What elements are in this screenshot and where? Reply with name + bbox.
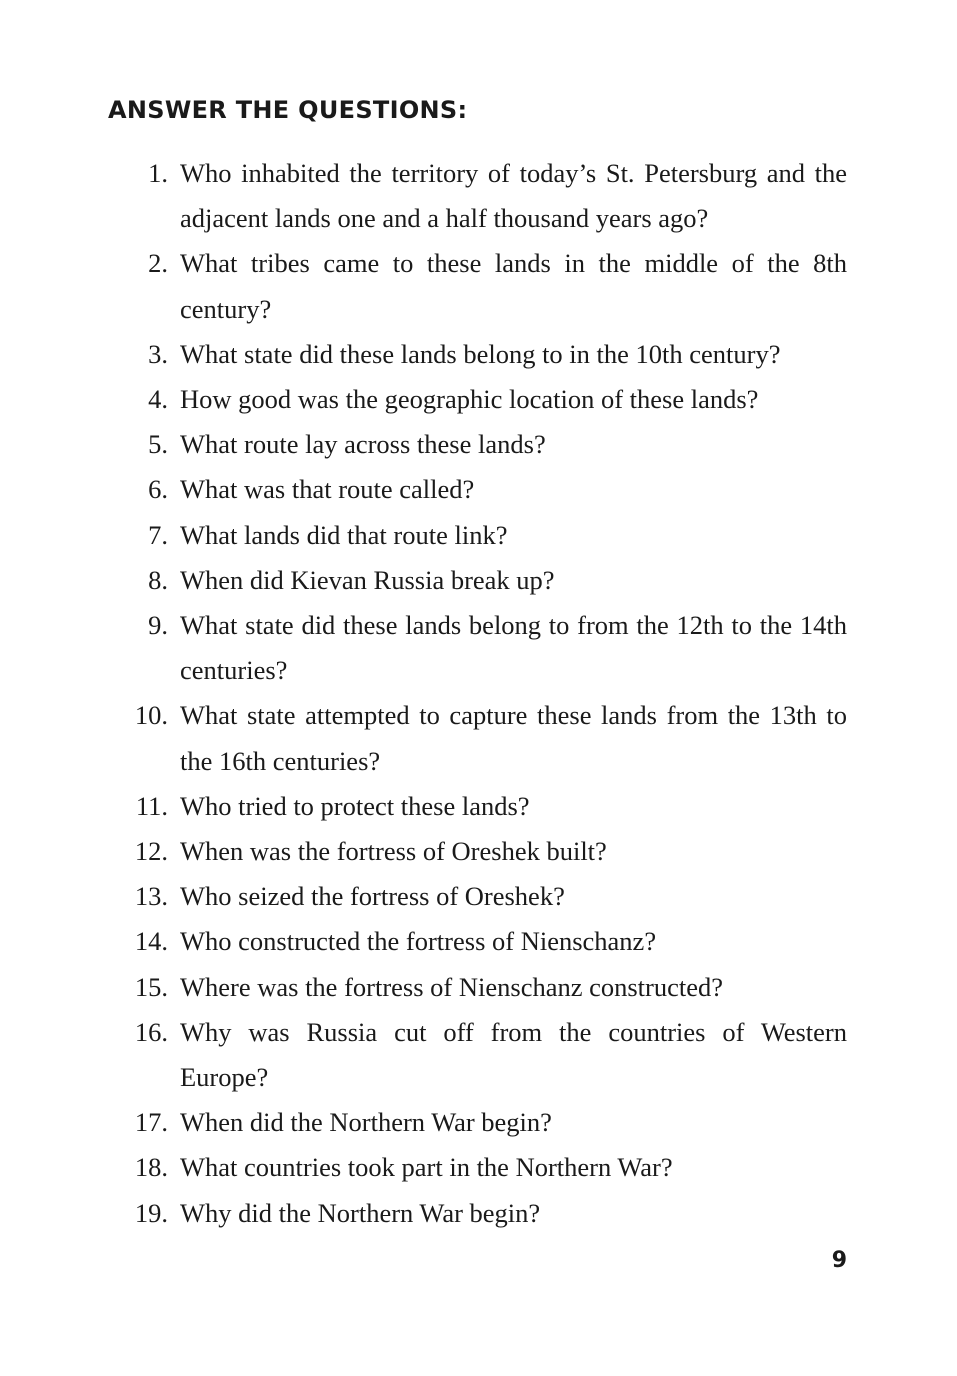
question-number: 17. — [134, 1107, 168, 1138]
question-item — [0, 784, 957, 829]
question-text: What was that route called? — [180, 474, 475, 505]
question-number: 8. — [148, 564, 168, 595]
question-number: 6. — [148, 474, 168, 505]
question-text: Who seized the fortress of Oreshek? — [180, 881, 565, 912]
question-text: What lands did that route link? — [180, 519, 508, 550]
question-number: 1. — [148, 158, 168, 188]
question-text: When did Kievan Russia break up? — [180, 564, 555, 595]
question-item — [0, 965, 957, 1010]
question-text: What state attempted to capture these lands from the 13th to the 16th centuries? — [180, 700, 847, 776]
question-number: 9. — [148, 610, 168, 641]
question-number: 15. — [134, 971, 168, 1002]
question-number: 7. — [148, 519, 168, 550]
question-text: What route lay across these lands? — [180, 429, 546, 460]
question-number: 16. — [134, 1016, 168, 1047]
question-item — [0, 874, 957, 919]
question-text: Who tried to protect these lands? — [180, 790, 530, 821]
question-item — [0, 829, 957, 874]
question-text: What countries took part in the Northern War? — [180, 1152, 673, 1183]
questions-list — [0, 151, 957, 1236]
question-text: Why did the Northern War begin? — [180, 1197, 541, 1228]
question-text: When was the fortress of Oreshek built? — [180, 836, 607, 867]
page-number: 9 — [831, 1248, 847, 1273]
question-text: What state did these lands belong to from the 12th to the 14th centuries? — [180, 610, 847, 686]
question-number: 13. — [134, 881, 168, 912]
question-number: 3. — [148, 338, 168, 369]
question-number: 4. — [148, 384, 168, 415]
question-text: What tribes came to these lands in the middle of the 8th century? — [180, 248, 847, 324]
question-number: 10. — [134, 700, 168, 731]
question-item — [0, 603, 957, 693]
question-text: Who constructed the fortress of Nienschanz? — [180, 926, 657, 957]
question-item — [0, 422, 957, 467]
question-item — [0, 558, 957, 603]
question-item — [0, 151, 957, 241]
question-text: Who inhabited the territory of today’s St. Petersburg and the adjacent lands one and a half thousand years ago? — [180, 158, 847, 234]
question-item — [0, 377, 957, 422]
question-item — [0, 1191, 957, 1236]
question-item — [0, 693, 957, 783]
question-text: How good was the geographic location of these lands? — [180, 384, 759, 415]
question-item — [0, 332, 957, 377]
page-heading: ANSWER THE QUESTIONS: — [108, 96, 468, 124]
question-text: What state did these lands belong to in the 10th century? — [180, 338, 781, 369]
question-number: 14. — [134, 926, 168, 957]
question-item — [0, 241, 957, 331]
question-item — [0, 1145, 957, 1190]
question-item — [0, 513, 957, 558]
question-number: 11. — [135, 790, 168, 821]
question-item — [0, 1100, 957, 1145]
question-item — [0, 919, 957, 964]
question-number: 5. — [148, 429, 168, 460]
question-text: Where was the fortress of Nienschanz constructed? — [180, 971, 724, 1002]
question-number: 19. — [134, 1197, 168, 1228]
question-item — [0, 467, 957, 512]
question-number: 18. — [134, 1152, 168, 1183]
question-text: Why was Russia cut off from the countries of Western Europe? — [180, 1016, 847, 1093]
question-item — [0, 1010, 957, 1100]
question-text: When did the Northern War begin? — [180, 1107, 552, 1138]
question-number: 2. — [148, 248, 168, 279]
question-number: 12. — [134, 836, 168, 867]
